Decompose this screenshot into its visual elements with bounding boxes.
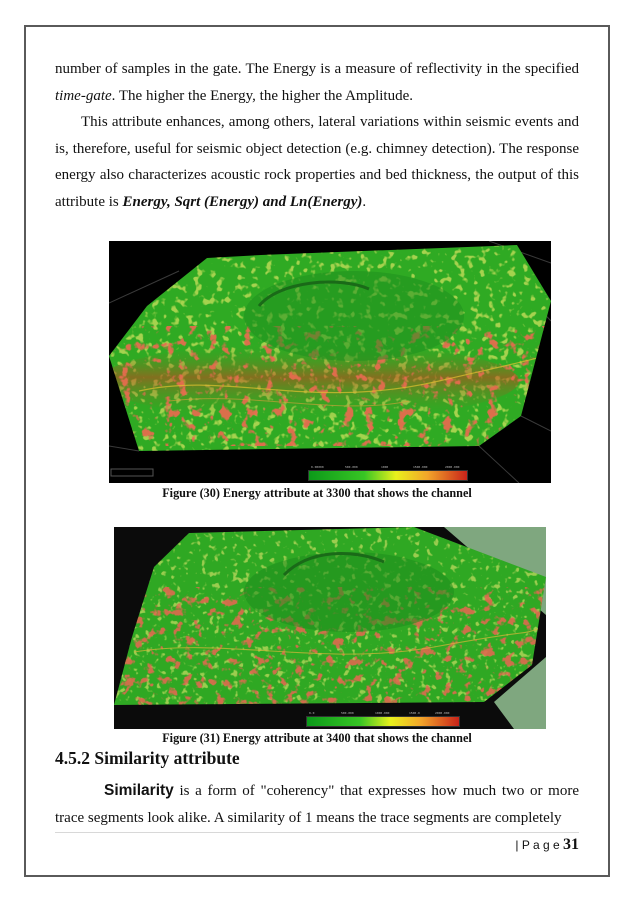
paragraph-1-text-end: . The higher the Energy, the higher the Amplitude. — [111, 87, 413, 104]
page-label: | P a g e — [515, 838, 560, 852]
time-gate-term: time-gate — [55, 87, 112, 104]
paragraph-2-text: This attribute enhances, among others, lateral variations within seismic events and is, therefore, useful for seismic object detection (e.g. chimney detection). The response energy also characterizes acoustic rock properties and bed thickness, the output of this attribute is — [55, 114, 579, 210]
colorbar-tick: 1500.0 — [409, 711, 420, 715]
colorbar-tick: 2000.000 — [435, 711, 450, 715]
paragraph-1-text: number of samples in the gate. The Energy is a measure of reflectivity in the specified — [55, 61, 579, 77]
energy-map-3300-graphic — [109, 241, 551, 483]
page-footer — [515, 836, 579, 854]
paragraph-3 — [55, 778, 579, 831]
section-heading: 4.5.2 Similarity attribute — [55, 748, 240, 768]
colorbar-tick: 0.00000 — [311, 465, 324, 469]
colorbar-tick: 2000.000 — [445, 465, 460, 469]
colorbar-tick: 500.000 — [345, 465, 358, 469]
colorbar-tick: 1000.000 — [375, 711, 390, 715]
colorbar-tick: 1000 — [381, 465, 389, 469]
figure-31-image — [114, 527, 546, 729]
figure-30-caption: Figure (30) Energy attribute at 3300 that shows the channel — [162, 486, 472, 500]
footer-divider — [55, 832, 579, 833]
colorbar-tick: 0.0 — [309, 711, 315, 715]
colorbar-tick: 500.000 — [341, 711, 354, 715]
figure-30-image — [109, 241, 551, 483]
energy-outputs-term: Energy, Sqrt (Energy) and Ln(Energy) — [122, 193, 363, 210]
colorbar-tick: 1500.000 — [413, 465, 428, 469]
figure-31-caption: Figure (31) Energy attribute at 3400 that shows the channel — [162, 731, 472, 745]
paragraph-1 — [55, 56, 579, 109]
energy-map-3400-graphic — [114, 527, 546, 729]
figure-30-colorbar — [308, 465, 468, 481]
figure-31-colorbar — [306, 711, 460, 727]
paragraph-3-text: is a form of "coherency" that expresses how much two or more trace segments look alike. A similarity of 1 means the trace segments are completely — [55, 783, 579, 826]
paragraph-2-end: . — [362, 193, 367, 210]
paragraph-2 — [55, 109, 579, 215]
similarity-term: Similarity — [104, 782, 174, 799]
page-number: 31 — [563, 836, 579, 853]
